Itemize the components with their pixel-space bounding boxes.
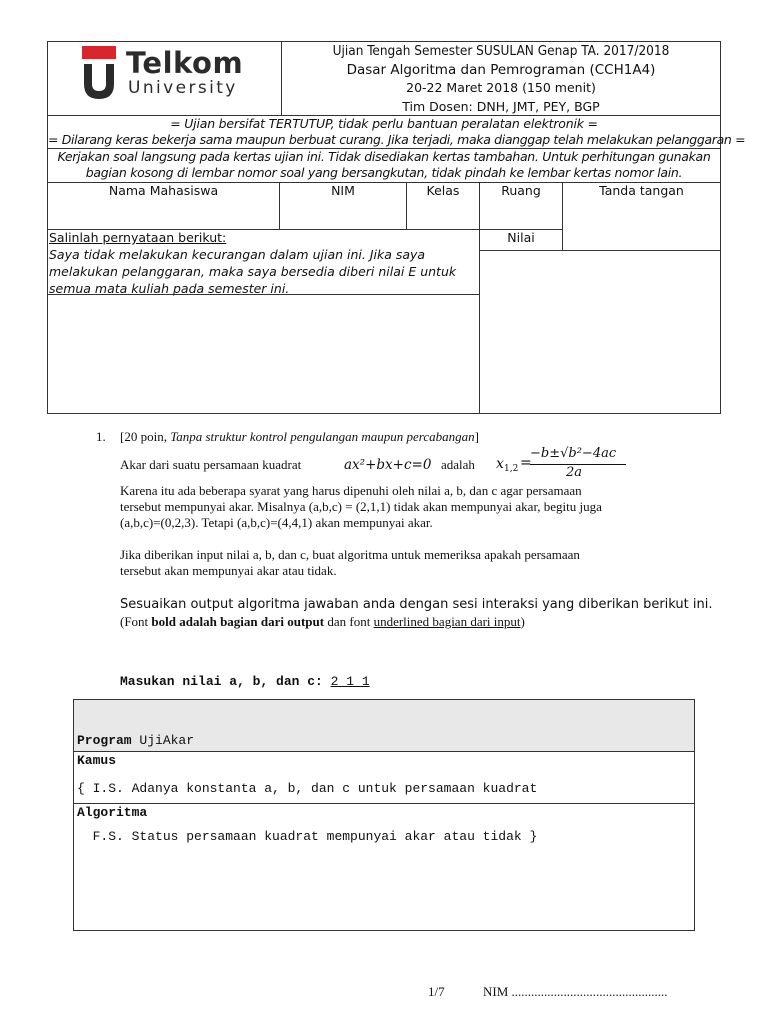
para3-mid: dan font bbox=[324, 614, 374, 629]
room-label: Ruang bbox=[501, 183, 541, 198]
formula-equals: = bbox=[520, 455, 532, 471]
program-name: UjiAkar bbox=[131, 733, 195, 748]
rule-closed-book bbox=[48, 116, 720, 132]
paragraph-3 bbox=[120, 596, 712, 630]
statement-heading: Salinlah pernyataan berikut: bbox=[49, 230, 227, 245]
exam-date: 20-22 Maret 2018 (150 menit) bbox=[406, 80, 596, 95]
kamus-section[interactable] bbox=[74, 752, 694, 804]
question-number: 1. bbox=[96, 429, 106, 444]
paragraph-2 bbox=[120, 547, 580, 579]
program-spec-line1: { I.S. Adanya konstanta a, b, dan c untuk persamaan kuadrat bbox=[77, 781, 538, 796]
root-formula bbox=[496, 446, 636, 482]
para3-line2 bbox=[120, 613, 712, 630]
root-intro: Akar dari suatu persamaan kuadrat bbox=[120, 457, 302, 472]
formula-denominator: 2a bbox=[566, 465, 583, 480]
formula-sub: 1,2 bbox=[504, 464, 519, 474]
signature-label: Tanda tangan bbox=[599, 183, 684, 198]
statement-copy-area[interactable] bbox=[48, 295, 479, 413]
grade-label: Nilai bbox=[507, 230, 535, 245]
name-label: Nama Mahasiswa bbox=[108, 183, 219, 198]
exam-title: Ujian Tengah Semester SUSULAN Genap TA. 2017/2018 bbox=[332, 43, 670, 59]
para3-bold: bold adalah bagian dari output bbox=[151, 614, 325, 629]
nilai-bottom bbox=[479, 250, 721, 251]
question-header bbox=[120, 428, 479, 446]
para1-line3: (a,b,c)=(0,2,3). Tetapi (a,b,c)=(4,4,1) akan mempunyai akar. bbox=[120, 515, 433, 530]
para3-underlined: underlined bagian dari input bbox=[373, 614, 521, 629]
table-border-bottom bbox=[47, 413, 721, 414]
para3-close: ) bbox=[520, 614, 525, 629]
course-title: Dasar Algoritma dan Pemrograman (CCH1A4) bbox=[346, 62, 656, 78]
lecturers: Tim Dosen: DNH, JMT, PEY, BGP bbox=[402, 99, 600, 114]
program-keyword: Program bbox=[77, 733, 132, 748]
page-number: 1/7 bbox=[428, 984, 445, 999]
kamus-label: Kamus bbox=[77, 753, 117, 768]
io-input: 2 1 1 bbox=[330, 674, 370, 689]
footer-nim: NIM ................................................ bbox=[483, 984, 668, 999]
io-line1 bbox=[120, 674, 471, 690]
statement-text: Saya tidak melakukan kecurangan dalam ujian ini. Jika saya melakukan pelanggaran, maka saya bersedia diberi nilai E untuk semua mata kuliah pada semester ini. bbox=[49, 247, 457, 296]
para2-line2: tersebut akan mempunyai akar atau tidak. bbox=[120, 563, 337, 578]
question-constraint: Tanpa struktur kontrol pengulangan maupun percabangan bbox=[170, 429, 475, 444]
id-divider-3 bbox=[479, 182, 480, 414]
class-label: Kelas bbox=[426, 183, 460, 198]
signature-area[interactable] bbox=[563, 183, 720, 249]
algoritma-section[interactable] bbox=[74, 804, 694, 930]
para3-line1: Sesuaikan output algoritma jawaban anda dengan sesi interaksi yang diberikan berikut ini. bbox=[120, 597, 713, 612]
question-points: [20 poin, bbox=[120, 429, 167, 444]
telkom-university-logo bbox=[78, 44, 278, 112]
paragraph-1 bbox=[120, 483, 602, 531]
logo-sub-text: University bbox=[128, 78, 238, 98]
rule-closed-text: = Ujian bersifat TERTUTUP, tidak perlu bantuan peralatan elektronik = bbox=[170, 116, 598, 131]
logo-mark-icon bbox=[82, 46, 122, 102]
formula-lhs: x bbox=[496, 456, 504, 472]
rule-instructions: Kerjakan soal langsung pada kertas ujian ini. Tidak disediakan kertas tambahan. Untuk perhitungan gunakan bagian kosong di lembar nomor soal yang bersangkutan, tidak pindah ke lembar kertas nomor lain. bbox=[57, 149, 711, 180]
adalah-word: adalah bbox=[441, 457, 475, 472]
logo-brand-text: Telkom bbox=[126, 46, 244, 80]
para2-line1: Jika diberikan input nilai a, b, dan c, buat algoritma untuk memeriksa apakah persamaan bbox=[120, 547, 580, 562]
program-line bbox=[77, 733, 537, 749]
para1-line1: Karena itu ada beberapa syarat yang harus dipenuhi oleh nilai a, b, dan c agar persamaan bbox=[120, 483, 582, 498]
nim-label: NIM bbox=[331, 183, 355, 198]
para1-line2: tersebut mempunyai akar. Misalnya (a,b,c) = (2,1,1) tidak akan mempunyai akar, begitu juga bbox=[120, 499, 602, 514]
para3-open: (Font bbox=[120, 614, 152, 629]
table-border-right bbox=[720, 41, 721, 414]
io-prompt: Masukan nilai a, b, dan c: bbox=[120, 674, 331, 689]
program-box bbox=[73, 699, 695, 931]
question-bracket: ] bbox=[474, 429, 479, 444]
algoritma-label: Algoritma bbox=[77, 805, 148, 820]
program-spec-line2: F.S. Status persamaan kuadrat mempunyai akar atau tidak } bbox=[77, 829, 538, 844]
quadratic-equation: ax²+bx+c=0 bbox=[344, 457, 432, 473]
rule-no-cheating: = Dilarang keras bekerja sama maupun berbuat curang. Jika terjadi, maka dianggap telah melakukan pelanggaran = bbox=[48, 132, 746, 147]
formula-numerator: −b±√b²−4ac bbox=[530, 446, 617, 461]
